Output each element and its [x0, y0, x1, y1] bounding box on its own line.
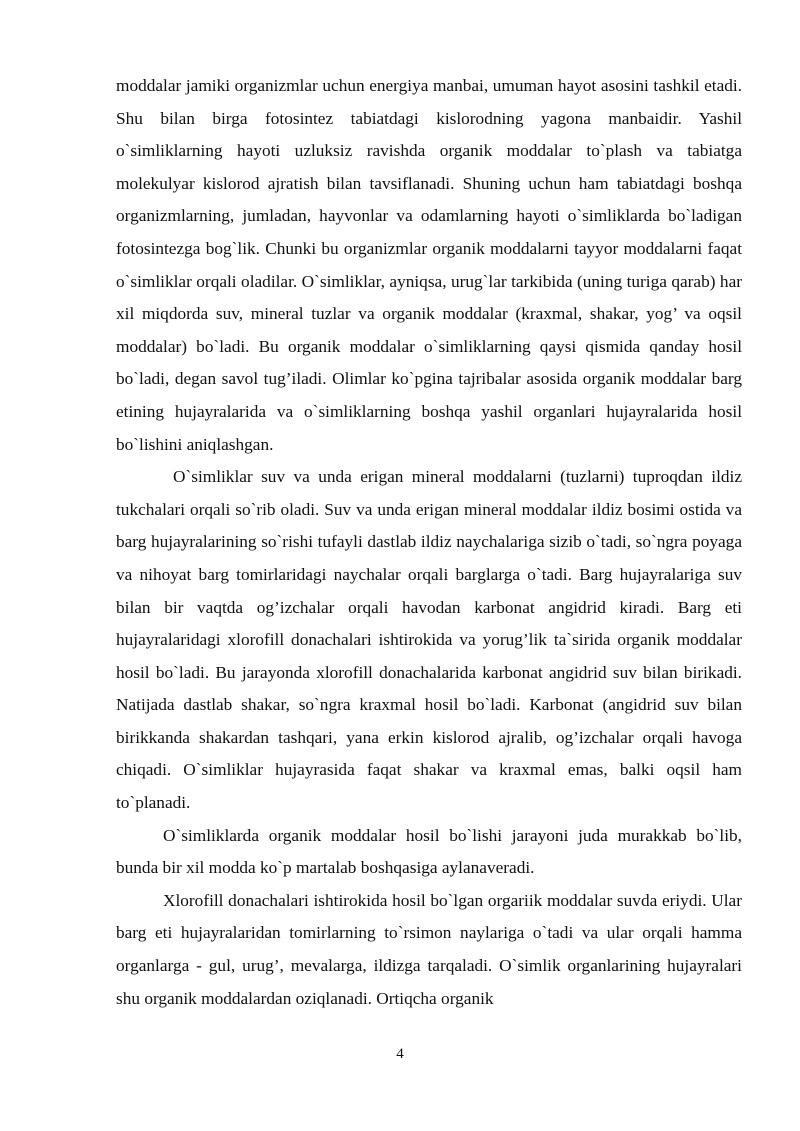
paragraph-water-absorption: O`simliklar suv va unda erigan mineral moddalarni (tuzlarni) tuproqdan ildiz tukchalari orqali so`rib oladi. Suv va unda erigan mineral moddalar ildiz bosimi ostida va barg hujayralarining so`rishi tufayli dastlab ildiz naychalariga sizib o`tadi, so`ngra poyaga va nihoyat barg tomirlaridagi naychalar orqali barglarga o`tadi. Barg hujayralariga suv bilan bir vaqtda og’izchalar orqali havodan karbonat angidrid kiradi. Barg eti hujayralaridagi xlorofill donachalari ishtirokida va yorug’lik ta`sirida organik moddalar hosil bo`ladi. Bu jarayonda xlorofill donachalarida karbonat angidrid suv bilan birikadi. Natijada dastlab shakar, so`ngra kraxmal hosil bo`ladi. Karbonat (angidrid suv bilan birikkanda shakardan tashqari, yana erkin kislorod ajralib, og’izchalar orqali havoga chiqadi. O`simliklar hujayrasida faqat shakar va kraxmal emas, balki oqsil ham to`planadi. — [116, 467, 742, 813]
page-number: 4 — [396, 1046, 404, 1062]
paragraph-chlorophyll-grains: Xlorofill donachalari ishtirokida hosil bo`lgan orgariik moddalar suvda eriydi. Ular barg eti hujayralaridan tomirlarning to`rsimon naylariga o`tadi va ular orqali hamma organlarga - gul, urug’, mevalarga, ildizga tarqaladi. O`simlik organlarining hujayralari shu organik moddalardan oziqlanadi. Ortiqcha organik — [116, 890, 742, 1008]
document-body — [116, 70, 742, 1015]
paragraph-organic-formation: O`simliklarda organik moddalar hosil bo`lishi jarayoni juda murakkab bo`lib, bunda bir xil modda ko`p martalab boshqasiga aylanaveradi. — [116, 825, 742, 878]
paragraph-continuation: moddalar jamiki organizmlar uchun energiya manbai, umuman hayot asosini tashkil etadi. Shu bilan birga fotosintez tabiatdagi kislorodning yagona manbaidir. Yashil o`simliklarning hayoti uzluksiz ravishda organik moddalar to`plash va tabiatga molekulyar kislorod ajratish bilan tavsiflanadi. Shuning uchun ham tabiatdagi boshqa organizmlarning, jumladan, hayvonlar va odamlarning hayoti o`simliklarda bo`ladigan fotosintezga bog`lik. Chunki bu organizmlar organik moddalarni tayyor moddalarni faqat o`simliklar orqali oladilar. O`simliklar, ayniqsa, urug`lar tarkibida (uning turiga qarab) har xil miqdorda suv, mineral tuzlar va organik moddalar (kraxmal, shakar, yog’ va oqsil moddalar) bo`ladi. Bu organik moddalar o`simliklarning qaysi qismida qanday hosil bo`ladi, degan savol tug’iladi. Olimlar ko`pgina tajribalar asosida organik moddalar barg etining hujayralarida va o`simliklarning boshqa yashil organlari hujayralarida hosil bo`lishini aniqlashgan. — [116, 76, 742, 454]
